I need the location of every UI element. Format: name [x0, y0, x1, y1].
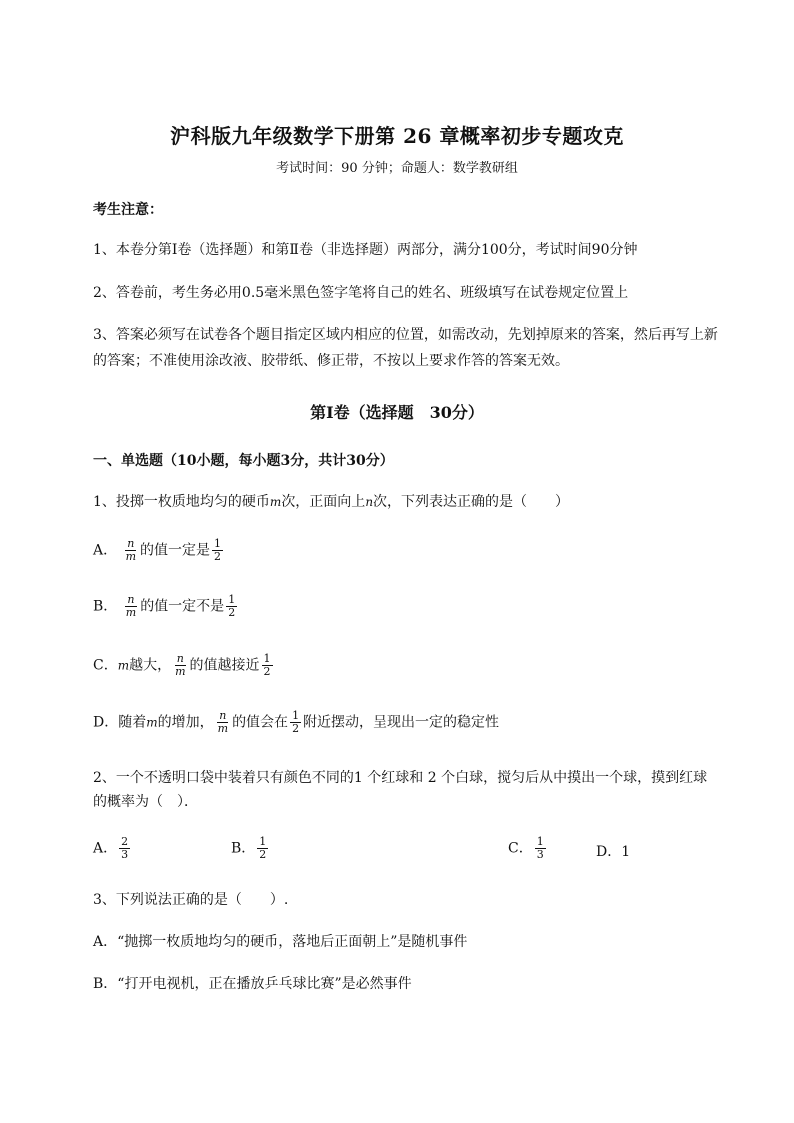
option-text-end: 附近摆动，呈现出一定的稳定性 [303, 714, 500, 731]
q3-option-b: B．“打开电视机，正在播放乒乓球比赛”是必然事件 [93, 976, 412, 992]
option-fraction [257, 836, 268, 861]
q1-option-c [93, 653, 275, 678]
q2-option-c [508, 836, 548, 861]
fraction-numerator: n [127, 593, 135, 606]
fraction-denominator: 3 [536, 848, 544, 861]
notice-item-1: 1、本卷分第I卷（选择题）和第Ⅱ卷（非选择题）两部分，满分100分，考试时间90分钟 [93, 242, 638, 258]
fraction-numerator: 1 [214, 537, 222, 550]
section-title: 第I卷（选择题 30分） [310, 403, 484, 422]
fraction-denominator: 2 [228, 606, 236, 619]
fraction-denominator: 2 [259, 848, 267, 861]
option-label: A． [93, 542, 118, 559]
q1-stem-text-b: 次，正面向上 [281, 494, 366, 510]
option-label: B． [231, 840, 256, 857]
fraction-one-half [290, 710, 301, 735]
option-label: B． [93, 598, 118, 615]
q1-stem-text-a: 1、投掷一枚质地均匀的硬币 [93, 494, 270, 510]
fraction-n-over-m [124, 594, 138, 619]
notice-item-3-cont: 的答案；不准使用涂改液、胶带纸、修正带，不按以上要求作答的答案无效。 [93, 353, 569, 369]
q2-option-d: D．1 [596, 844, 631, 860]
option-label: D．随着 [93, 714, 147, 731]
q1-option-d [93, 710, 499, 735]
fraction-denominator: 2 [292, 722, 300, 735]
fraction-n-over-m [173, 653, 187, 678]
option-fraction [535, 836, 546, 861]
part-title: 一、单选题（10小题，每小题3分，共计30分） [93, 453, 394, 469]
option-label: C． [93, 657, 118, 674]
q1-var-m: m [269, 495, 282, 509]
fraction-numerator: 1 [228, 593, 236, 606]
fraction-denominator: 2 [214, 550, 222, 563]
option-text-pre: 越大， [129, 657, 172, 674]
question-1-stem [93, 492, 569, 512]
q1-option-a [93, 538, 225, 563]
option-text: 的值会在 [232, 714, 289, 731]
notice-heading: 考生注意： [93, 202, 163, 218]
page-title: 沪科版九年级数学下册第 26 章概率初步专题攻克 [170, 124, 624, 148]
option-label: C． [508, 840, 533, 857]
option-text: 的值一定是 [140, 542, 211, 559]
fraction-n-over-m [124, 538, 138, 563]
q3-option-a: A．“抛掷一枚质地均匀的硬币，落地后正面朝上”是随机事件 [93, 934, 468, 950]
fraction-denominator: m [175, 665, 186, 678]
notice-item-2: 2、答卷前，考生务必用0.5毫米黑色签字笔将自己的姓名、班级填写在试卷规定位置上 [93, 285, 629, 301]
q2-option-a [93, 836, 132, 861]
fraction-numerator: 1 [536, 835, 544, 848]
fraction-denominator: 3 [121, 848, 129, 861]
fraction-numerator: n [176, 652, 184, 665]
fraction-numerator: 1 [263, 652, 271, 665]
q1-stem-text-c: 次，下列表达正确的是（ ） [373, 494, 570, 510]
q1-var-m: m [117, 658, 130, 673]
fraction-one-half [212, 538, 223, 563]
question-3-stem: 3、下列说法正确的是（ ）. [93, 892, 289, 908]
fraction-numerator: n [219, 709, 227, 722]
q1-var-n: n [365, 495, 374, 509]
fraction-numerator: n [127, 537, 135, 550]
fraction-denominator: m [125, 606, 137, 619]
exam-subtitle: 考试时间：90 分钟；命题人：数学教研组 [276, 161, 518, 176]
q1-var-m: m [146, 715, 158, 730]
question-2-stem-cont: 的概率为（ ）． [93, 794, 198, 810]
fraction-denominator: m [217, 722, 229, 735]
option-text: 的值越接近 [189, 657, 260, 674]
option-fraction [119, 836, 130, 861]
notice-item-3: 3、答案必须写在试卷各个题目指定区域内相应的位置，如需改动，先划掉原来的答案，然后再写上新 [93, 327, 718, 343]
option-text: 的值一定不是 [140, 598, 225, 615]
fraction-one-half [262, 653, 273, 678]
fraction-numerator: 2 [121, 835, 129, 848]
question-2-stem: 2、一个不透明口袋中装着只有颜色不同的1 个红球和 2 个白球，搅匀后从中摸出一个球，摸到红球 [93, 770, 708, 786]
option-text-mid: 的增加， [157, 714, 214, 731]
fraction-numerator: 1 [259, 835, 267, 848]
fraction-denominator: m [125, 550, 137, 563]
fraction-n-over-m [216, 710, 230, 735]
fraction-numerator: 1 [292, 709, 300, 722]
fraction-one-half [226, 594, 237, 619]
option-label: A． [93, 840, 118, 857]
q2-option-b [231, 836, 270, 861]
fraction-denominator: 2 [263, 665, 271, 678]
q1-option-b [93, 594, 239, 619]
